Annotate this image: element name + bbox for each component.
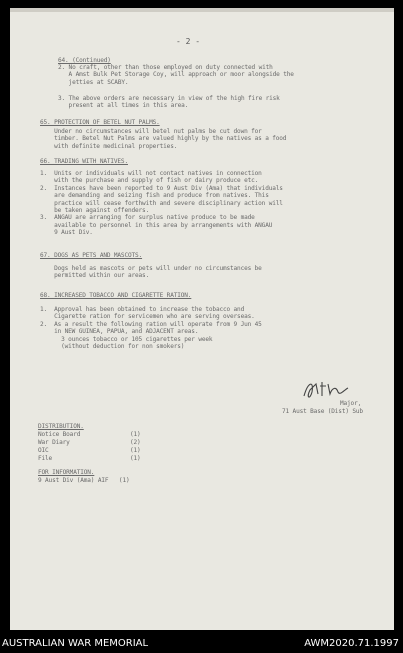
section-68-body: 1. Approval has been obtained to increase the tobacco and Cigarette ration for servicemen who are serving overseas. 2. As a result the following ration will operate from 9 Jun 45 in NEW GUINEA, PAPUA, and ADJACENT areas. 3 ounces tobacco or 105 cigarettes per week (without deduction for non smokers) <box>40 306 262 351</box>
section-64-para-3: 3. The above orders are necessary in view of the high fire risk present at all times in this area. <box>58 95 280 110</box>
for-information-line: 9 Aust Div (Ama) AIF (1) <box>38 477 130 484</box>
section-65-body: Under no circumstances will betel nut palms be cut down for timber. Betel Nut Palms are valued highly by the natives as a food with definite medicinal properties. <box>54 128 287 150</box>
archive-footer <box>0 634 403 653</box>
distribution-item-name: File <box>38 455 53 462</box>
distribution-item-name: OIC <box>38 447 49 454</box>
section-64-para-2: 2. No craft, other than those employed on duty connected with A Amst Bulk Pet Storage Coy, will approach or moor alongside the jetties at SCABY. <box>58 64 294 86</box>
signature-title: Major, <box>340 400 362 407</box>
distribution-item-name: War Diary <box>38 439 70 446</box>
footer-accession-id: AWM2020.71.1997 <box>304 638 399 649</box>
section-66-heading: 66. TRADING WITH NATIVES. <box>40 158 128 165</box>
distribution-heading: DISTRIBUTION. <box>38 423 84 430</box>
section-68-heading: 68. INCREASED TOBACCO AND CIGARETTE RATION. <box>40 292 192 299</box>
distribution-item-count: (2) <box>130 439 141 446</box>
distribution-item-count: (1) <box>130 447 141 454</box>
section-66-body: 1. Units or individuals will not contact natives in connection with the purchase and supply of fish or dairy produce etc. 2. Instances have been reported to 9 Aust Div (Ama) that individuals are demanding and seizing fish and produce from natives. This practice will cease forthwith and severe disciplinary action will be taken against offenders. 3. ANGAU are arranging for surplus native produce to be made available to personnel in this area by arrangements with ANGAU 9 Aust Div. <box>40 170 283 237</box>
handwritten-signature <box>300 378 360 402</box>
distribution-item-count: (1) <box>130 431 141 438</box>
section-67-body: Dogs held as mascots or pets will under no circumstances be permitted within our areas. <box>54 265 262 280</box>
page-number: - 2 - <box>176 37 201 46</box>
section-64-heading: 64. (Continued) <box>58 57 111 64</box>
distribution-item-name: Notice Board <box>38 431 81 438</box>
distribution-item-count: (1) <box>130 455 141 462</box>
for-information-heading: FOR INFORMATION. <box>38 469 95 476</box>
signature-unit: 71 Aust Base (Dist) Sub <box>282 408 363 415</box>
section-67-heading: 67. DOGS AS PETS AND MASCOTS. <box>40 252 143 259</box>
page-top-edge <box>10 8 394 12</box>
section-65-heading: 65. PROTECTION OF BETEL NUT PALMS. <box>40 119 160 126</box>
footer-institution: AUSTRALIAN WAR MEMORIAL <box>2 638 149 649</box>
